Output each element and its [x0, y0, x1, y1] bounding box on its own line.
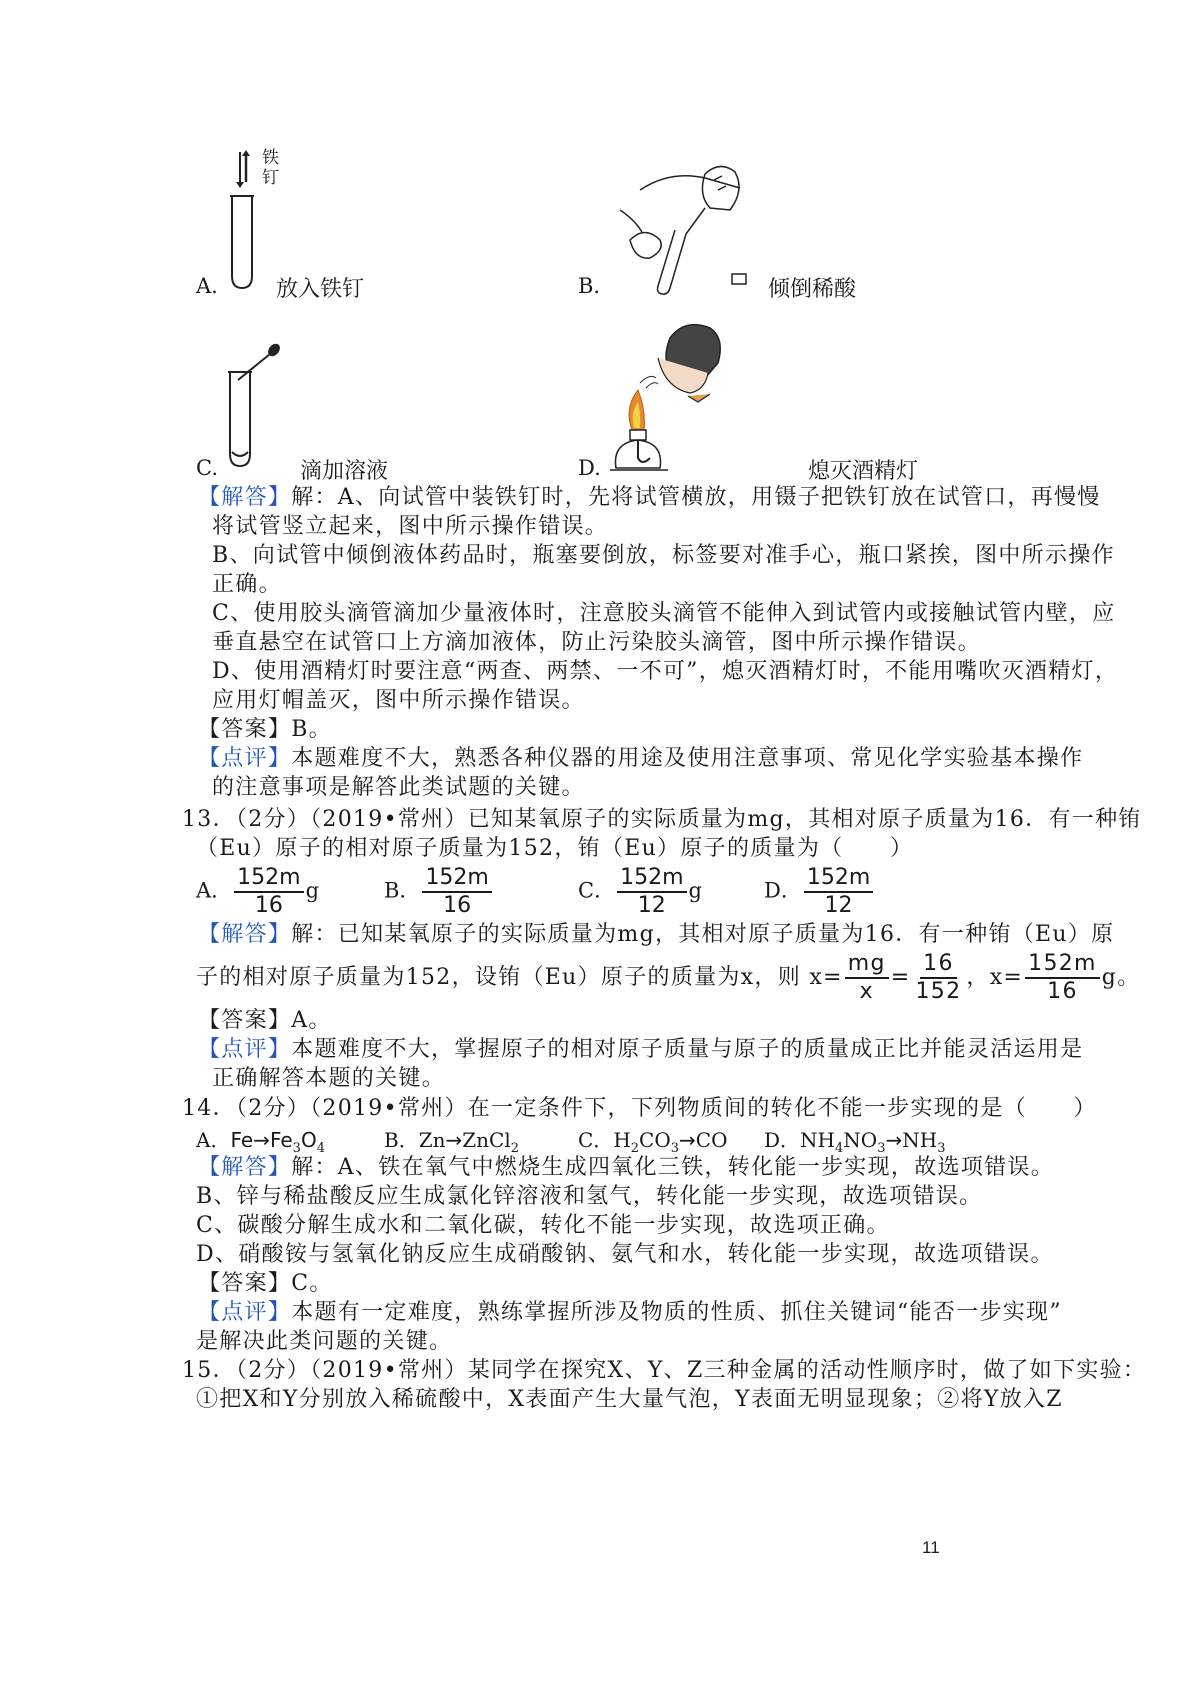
equation-end: g。	[1101, 965, 1141, 990]
arrow: →	[679, 1128, 696, 1152]
fraction: $\frac{152m}{16}$	[422, 866, 491, 918]
q12-analysis-line: 正确。	[212, 572, 282, 597]
q13-answer: 【答案】A。	[198, 1008, 332, 1033]
q14-option-d: D．$NH_4NO_3\to NH_3$	[764, 1128, 946, 1156]
image-caption-d: 熄灭酒精灯	[808, 459, 919, 484]
q13-option-a	[196, 866, 319, 918]
image-caption-a: 放入铁钉	[276, 277, 365, 302]
nail-label: 铁钉	[262, 148, 279, 188]
arrow: →	[253, 1128, 270, 1152]
image-option-c: C.	[196, 456, 218, 480]
equation-prefix: 子的相对原子质量为152，设铕（Eu）原子的质量为x，则 x=	[196, 965, 843, 990]
option-label: A．	[196, 878, 233, 903]
q12-analysis-line: 应用灯帽盖灭，图中所示操作错误。	[212, 688, 585, 713]
q14-analysis-line: D、硝酸铵与氢氧化钠反应生成硝酸钠、氨气和水，转化能一步实现，故选项错误。	[196, 1242, 1054, 1267]
analysis-tag: 【解答】	[198, 1155, 292, 1180]
image-caption-c: 滴加溶液	[300, 459, 389, 484]
unit: g	[305, 878, 320, 903]
comment-text: 本题难度不大，掌握原子的相对原子质量与原子的质量成正比并能灵活运用是	[291, 1037, 1084, 1062]
q14-comment-line: 是解决此类问题的关键。	[196, 1329, 453, 1354]
comment-tag: 【点评】	[198, 1037, 292, 1062]
q15-stem: 15．（2分）（2019•常州）某同学在探究X、Y、Z三种金属的活动性顺序时，做了如下实验：	[182, 1358, 1147, 1383]
q15-stem: ①把X和Y分别放入稀硫酸中，X表面产生大量气泡，Y表面无明显现象；②将Y放入Z	[196, 1387, 1063, 1412]
comment-tag: 【点评】	[198, 746, 292, 771]
equals-sign: =	[890, 965, 911, 990]
image-option-b: B.	[578, 274, 601, 298]
option-label: D．	[764, 878, 802, 903]
q12-answer: 【答案】B。	[198, 717, 332, 742]
option-label: C．	[578, 878, 616, 903]
q13-stem: （Eu）原子的相对原子质量为152，铕（Eu）原子的质量为（ ）	[196, 836, 914, 861]
image-caption-b: 倾倒稀酸	[768, 277, 857, 302]
q12-analysis-line: B、向试管中倾倒液体药品时，瓶塞要倒放，标签要对准手心，瓶口紧挨，图中所示操作	[212, 543, 1115, 568]
q14-option-b: B．Zn→ZnCl$_2$	[384, 1128, 520, 1156]
comment-text: 本题难度不大，熟悉各种仪器的用途及使用注意事项、常见化学实验基本操作	[291, 746, 1084, 771]
analysis-text: 解：已知某氧原子的实际质量为mg，其相对原子质量为16．有一种铕（Eu）原	[291, 922, 1115, 947]
image-option-d: D.	[578, 456, 601, 480]
q14-answer: 【答案】C。	[198, 1271, 333, 1296]
analysis-tag: 【解答】	[198, 922, 292, 947]
fraction: $\frac{152m}{12}$	[804, 866, 873, 918]
alcohol-lamp-illustration	[610, 318, 740, 478]
equation-separator: ，x=	[966, 965, 1024, 990]
image-option-a: A.	[196, 274, 218, 298]
q12-analysis-line	[198, 483, 1101, 513]
page-number: 11	[922, 1538, 940, 1557]
q14-option-c: C．$H_2CO_3\to CO$	[578, 1128, 728, 1156]
q14-stem: 14．（2分）（2019•常州）在一定条件下，下列物质间的转化不能一步实现的是（ ）	[182, 1096, 1097, 1121]
pouring-acid-illustration	[610, 150, 760, 295]
fraction: $\frac{16}{152}$	[915, 951, 962, 1004]
q13-comment-line: 正确解答本题的关键。	[212, 1066, 446, 1091]
analysis-tag: 【解答】	[198, 485, 292, 510]
dropper-illustration	[222, 342, 292, 472]
q14-option-a: A．$Fe\to Fe_3O_4$	[196, 1128, 325, 1156]
q14-analysis-line	[198, 1153, 1054, 1183]
comment-tag: 【点评】	[198, 1300, 292, 1325]
q14-comment-line	[198, 1298, 1062, 1328]
unit: g	[688, 878, 702, 903]
fraction: $\frac{152m}{16}$	[1025, 952, 1100, 1004]
analysis-text: 解：A、铁在氧气中燃烧生成四氧化三铁，转化能一步实现，故选项错误。	[291, 1155, 1054, 1180]
q12-analysis-line: 垂直悬空在试管口上方滴加液体，防止污染胶头滴管，图中所示操作错误。	[212, 630, 981, 655]
q12-comment-line	[198, 744, 1083, 774]
q13-option-b	[384, 866, 494, 918]
q13-analysis-line	[198, 920, 1114, 950]
q12-analysis-line: D、使用酒精灯时要注意“两查、两禁、一不可”，熄灭酒精灯时，不能用嘴吹灭酒精灯，	[212, 659, 1119, 684]
analysis-text: 解：A、向试管中装铁钉时，先将试管横放，用镊子把铁钉放在试管口，再慢慢	[291, 485, 1101, 510]
comment-text: 本题有一定难度，熟练掌握所涉及物质的性质、抓住关键词“能否一步实现”	[291, 1300, 1062, 1325]
q12-analysis-line: 将试管竖立起来，图中所示操作错误。	[212, 514, 609, 539]
q13-stem: 13．（2分）（2019•常州）已知某氧原子的实际质量为mg，其相对原子质量为16．有一种铕	[182, 807, 1142, 832]
q12-comment-line: 的注意事项是解答此类试题的关键。	[212, 775, 585, 800]
arrow: →	[885, 1128, 903, 1152]
q13-option-c	[578, 866, 702, 918]
q13-comment-line	[198, 1035, 1083, 1065]
fraction: $\frac{mg}{x}$	[845, 952, 889, 1004]
q14-analysis-line: B、锌与稀盐酸反应生成氯化锌溶液和氢气，转化能一步实现，故选项错误。	[196, 1184, 983, 1209]
q12-analysis-line: C、使用胶头滴管滴加少量液体时，注意胶头滴管不能伸入到试管内或接触试管内壁，应	[212, 601, 1116, 626]
arrow: →	[445, 1128, 463, 1152]
q13-equation-line	[196, 952, 1140, 1004]
fraction: $\frac{152m}{16}$	[234, 866, 303, 918]
q13-option-d	[764, 866, 875, 918]
q14-analysis-line: C、碳酸分解生成水和二氧化碳，转化不能一步实现，故选项正确。	[196, 1213, 890, 1238]
fraction: $\frac{152m}{12}$	[617, 866, 686, 918]
option-label: B．	[384, 878, 421, 903]
